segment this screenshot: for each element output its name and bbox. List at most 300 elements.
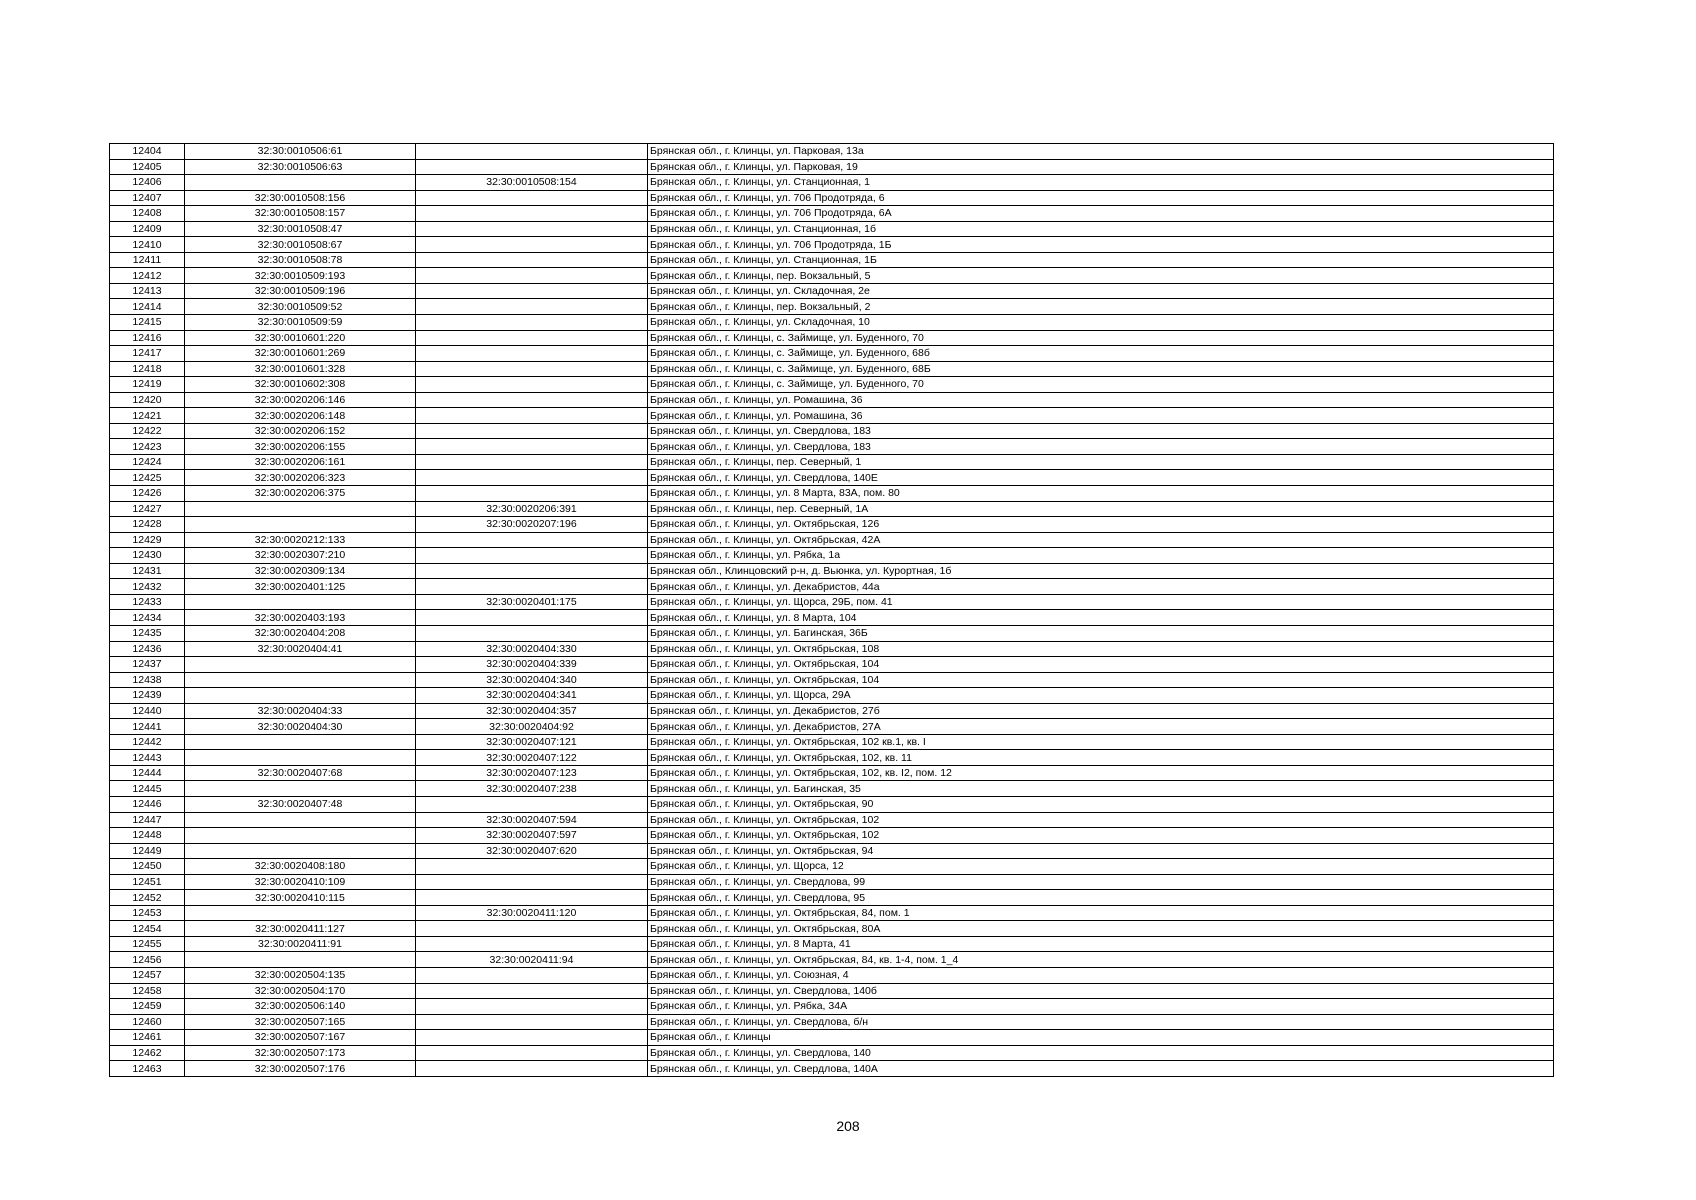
cadastral-number-cell: [185, 812, 416, 828]
table-row: [110, 859, 1554, 875]
cadastral-number-alt-cell: [416, 315, 648, 331]
cadastral-number-cell: 32:30:0010508:78: [185, 252, 416, 268]
address-cell: Брянская обл., г. Клинцы, ул. Станционная, 1б: [648, 221, 1554, 237]
row-number-cell: 12429: [110, 532, 185, 548]
row-number-cell: 12431: [110, 563, 185, 579]
address-cell: Брянская обл., г. Клинцы, ул. Щорса, 12: [648, 859, 1554, 875]
cadastral-number-cell: [185, 517, 416, 533]
table-row: [110, 221, 1554, 237]
address-cell: Брянская обл., г. Клинцы, ул. Свердлова, 140: [648, 1045, 1554, 1061]
table-row: [110, 439, 1554, 455]
cadastral-number-alt-cell: 32:30:0020404:341: [416, 688, 648, 704]
row-number-cell: 12412: [110, 268, 185, 284]
page-number: 208: [836, 1118, 860, 1134]
table-row: [110, 237, 1554, 253]
row-number-cell: 12433: [110, 594, 185, 610]
cadastral-number-cell: 32:30:0020404:208: [185, 625, 416, 641]
table-row: [110, 921, 1554, 937]
table-row: [110, 952, 1554, 968]
row-number-cell: 12443: [110, 750, 185, 766]
cadastral-number-cell: 32:30:0020404:41: [185, 641, 416, 657]
cadastral-number-cell: 32:30:0020307:210: [185, 548, 416, 564]
table-row: [110, 734, 1554, 750]
table-row: [110, 641, 1554, 657]
table-row: [110, 346, 1554, 362]
cadastral-number-cell: 32:30:0020407:68: [185, 765, 416, 781]
row-number-cell: 12404: [110, 144, 185, 160]
row-number-cell: 12460: [110, 1014, 185, 1030]
cadastral-number-alt-cell: [416, 252, 648, 268]
table-row: [110, 936, 1554, 952]
cadastral-number-alt-cell: [416, 936, 648, 952]
address-cell: Брянская обл., г. Клинцы, ул. Октябрьская, 94: [648, 843, 1554, 859]
row-number-cell: 12406: [110, 175, 185, 191]
table-row: [110, 890, 1554, 906]
table-row: [110, 719, 1554, 735]
cadastral-number-cell: 32:30:0010508:157: [185, 206, 416, 222]
address-cell: Брянская обл., г. Клинцы, ул. Парковая, 19: [648, 159, 1554, 175]
row-number-cell: 12451: [110, 874, 185, 890]
row-number-cell: 12423: [110, 439, 185, 455]
row-number-cell: 12432: [110, 579, 185, 595]
cadastral-number-alt-cell: 32:30:0020401:175: [416, 594, 648, 610]
table-row: [110, 501, 1554, 517]
cadastral-number-alt-cell: [416, 859, 648, 875]
table-row: [110, 672, 1554, 688]
row-number-cell: 12457: [110, 967, 185, 983]
address-cell: Брянская обл., г. Клинцы, ул. Ромашина, 36: [648, 408, 1554, 424]
cadastral-number-cell: 32:30:0020206:152: [185, 423, 416, 439]
cadastral-number-alt-cell: [416, 579, 648, 595]
table-row: [110, 796, 1554, 812]
address-cell: Брянская обл., г. Клинцы, ул. 8 Марта, 83А, пом. 80: [648, 486, 1554, 502]
cadastral-number-alt-cell: [416, 999, 648, 1015]
address-cell: Брянская обл., г. Клинцы, ул. Парковая, 13а: [648, 144, 1554, 160]
cadastral-number-cell: 32:30:0020507:173: [185, 1045, 416, 1061]
cadastral-number-cell: 32:30:0020206:155: [185, 439, 416, 455]
cadastral-number-cell: [185, 734, 416, 750]
table-row: [110, 828, 1554, 844]
cadastral-number-cell: 32:30:0020206:148: [185, 408, 416, 424]
row-number-cell: 12408: [110, 206, 185, 222]
cadastral-number-cell: 32:30:0020309:134: [185, 563, 416, 579]
row-number-cell: 12426: [110, 486, 185, 502]
row-number-cell: 12462: [110, 1045, 185, 1061]
cadastral-number-alt-cell: [416, 625, 648, 641]
table-row: [110, 843, 1554, 859]
cadastral-number-alt-cell: [416, 206, 648, 222]
table-row: [110, 159, 1554, 175]
cadastral-number-alt-cell: [416, 874, 648, 890]
cadastral-number-cell: 32:30:0020410:109: [185, 874, 416, 890]
address-cell: Брянская обл., г. Клинцы, ул. 706 Продотряда, 6: [648, 190, 1554, 206]
cadastral-number-cell: 32:30:0020507:165: [185, 1014, 416, 1030]
row-number-cell: 12458: [110, 983, 185, 999]
address-cell: Брянская обл., г. Клинцы, ул. Октябрьская, 104: [648, 672, 1554, 688]
row-number-cell: 12430: [110, 548, 185, 564]
cadastral-number-alt-cell: 32:30:0020411:94: [416, 952, 648, 968]
table-row: [110, 377, 1554, 393]
table-row: [110, 470, 1554, 486]
table-row: [110, 454, 1554, 470]
address-cell: Брянская обл., г. Клинцы, ул. 8 Марта, 41: [648, 936, 1554, 952]
table-row: [110, 1030, 1554, 1046]
row-number-cell: 12413: [110, 283, 185, 299]
address-cell: Брянская обл., г. Клинцы, ул. Октябрьская, 102 кв.1, кв. I: [648, 734, 1554, 750]
address-cell: Брянская обл., г. Клинцы, ул. Октябрьская, 126: [648, 517, 1554, 533]
cadastral-number-alt-cell: [416, 470, 648, 486]
row-number-cell: 12440: [110, 703, 185, 719]
cadastral-number-cell: 32:30:0020411:91: [185, 936, 416, 952]
cadastral-number-alt-cell: 32:30:0020404:339: [416, 657, 648, 673]
row-number-cell: 12450: [110, 859, 185, 875]
cadastral-number-cell: 32:30:0020504:135: [185, 967, 416, 983]
address-cell: Брянская обл., г. Клинцы, ул. Октябрьская, 102, кв. I2, пом. 12: [648, 765, 1554, 781]
table-row: [110, 999, 1554, 1015]
cadastral-number-cell: [185, 843, 416, 859]
row-number-cell: 12454: [110, 921, 185, 937]
cadastral-number-alt-cell: 32:30:0020407:122: [416, 750, 648, 766]
table-row: [110, 657, 1554, 673]
table-row: [110, 750, 1554, 766]
cadastral-number-cell: 32:30:0020212:133: [185, 532, 416, 548]
address-cell: Брянская обл., г. Клинцы, ул. Октябрьская, 80А: [648, 921, 1554, 937]
cadastral-number-alt-cell: 32:30:0020411:120: [416, 905, 648, 921]
table-row: [110, 392, 1554, 408]
table-row: [110, 283, 1554, 299]
cadastral-number-alt-cell: 32:30:0020404:330: [416, 641, 648, 657]
table-row: [110, 268, 1554, 284]
cadastral-number-alt-cell: [416, 1030, 648, 1046]
row-number-cell: 12407: [110, 190, 185, 206]
table-row: [110, 1014, 1554, 1030]
address-cell: Брянская обл., г. Клинцы, ул. Октябрьская, 102: [648, 812, 1554, 828]
cadastral-number-alt-cell: [416, 983, 648, 999]
cadastral-number-cell: [185, 952, 416, 968]
cadastral-number-alt-cell: [416, 144, 648, 160]
address-cell: Брянская обл., г. Клинцы, ул. Октябрьская, 84, кв. 1-4, пом. 1_4: [648, 952, 1554, 968]
row-number-cell: 12437: [110, 657, 185, 673]
address-cell: Брянская обл., г. Клинцы, с. Займище, ул. Буденного, 70: [648, 330, 1554, 346]
table-row: [110, 517, 1554, 533]
address-cell: Брянская обл., г. Клинцы, ул. Декабристов, 44а: [648, 579, 1554, 595]
cadastral-number-alt-cell: [416, 439, 648, 455]
cadastral-number-cell: 32:30:0010508:47: [185, 221, 416, 237]
row-number-cell: 12435: [110, 625, 185, 641]
row-number-cell: 12427: [110, 501, 185, 517]
address-cell: Брянская обл., г. Клинцы, ул. Свердлова, б/н: [648, 1014, 1554, 1030]
cadastral-number-alt-cell: 32:30:0020206:391: [416, 501, 648, 517]
cadastral-number-cell: [185, 501, 416, 517]
cadastral-number-cell: 32:30:0020403:193: [185, 610, 416, 626]
property-table: [109, 143, 1554, 1077]
row-number-cell: 12438: [110, 672, 185, 688]
cadastral-number-cell: 32:30:0010601:220: [185, 330, 416, 346]
cadastral-number-cell: [185, 657, 416, 673]
row-number-cell: 12416: [110, 330, 185, 346]
cadastral-number-cell: [185, 672, 416, 688]
table-row: [110, 983, 1554, 999]
address-cell: Брянская обл., г. Клинцы: [648, 1030, 1554, 1046]
table-row: [110, 175, 1554, 191]
address-cell: Брянская обл., г. Клинцы, пер. Северный, 1: [648, 454, 1554, 470]
cadastral-number-alt-cell: [416, 1045, 648, 1061]
cadastral-number-cell: [185, 905, 416, 921]
cadastral-number-alt-cell: [416, 299, 648, 315]
cadastral-number-cell: 32:30:0010509:193: [185, 268, 416, 284]
cadastral-number-cell: [185, 688, 416, 704]
address-cell: Брянская обл., г. Клинцы, ул. Свердлова, 140А: [648, 1061, 1554, 1077]
cadastral-number-alt-cell: [416, 346, 648, 362]
cadastral-number-alt-cell: [416, 190, 648, 206]
cadastral-number-alt-cell: [416, 1061, 648, 1077]
row-number-cell: 12453: [110, 905, 185, 921]
cadastral-number-cell: 32:30:0020206:161: [185, 454, 416, 470]
cadastral-number-cell: [185, 828, 416, 844]
table-row: [110, 812, 1554, 828]
cadastral-number-alt-cell: 32:30:0020407:620: [416, 843, 648, 859]
address-cell: Брянская обл., г. Клинцы, пер. Вокзальный, 5: [648, 268, 1554, 284]
cadastral-number-cell: 32:30:0010601:269: [185, 346, 416, 362]
cadastral-number-cell: 32:30:0020411:127: [185, 921, 416, 937]
cadastral-number-cell: 32:30:0010509:196: [185, 283, 416, 299]
row-number-cell: 12442: [110, 734, 185, 750]
cadastral-number-alt-cell: 32:30:0010508:154: [416, 175, 648, 191]
cadastral-number-alt-cell: [416, 361, 648, 377]
cadastral-number-alt-cell: [416, 330, 648, 346]
cadastral-number-cell: 32:30:0010508:67: [185, 237, 416, 253]
address-cell: Брянская обл., г. Клинцы, ул. Октябрьская, 108: [648, 641, 1554, 657]
address-cell: Брянская обл., г. Клинцы, ул. 706 Продотряда, 1Б: [648, 237, 1554, 253]
row-number-cell: 12452: [110, 890, 185, 906]
cadastral-number-alt-cell: 32:30:0020404:92: [416, 719, 648, 735]
cadastral-number-cell: 32:30:0010602:308: [185, 377, 416, 393]
cadastral-number-cell: 32:30:0020401:125: [185, 579, 416, 595]
address-cell: Брянская обл., г. Клинцы, с. Займище, ул. Буденного, 68б: [648, 346, 1554, 362]
row-number-cell: 12449: [110, 843, 185, 859]
row-number-cell: 12436: [110, 641, 185, 657]
address-cell: Брянская обл., г. Клинцы, с. Займище, ул. Буденного, 70: [648, 377, 1554, 393]
cadastral-number-alt-cell: 32:30:0020407:123: [416, 765, 648, 781]
table-row: [110, 190, 1554, 206]
table-row: [110, 594, 1554, 610]
row-number-cell: 12463: [110, 1061, 185, 1077]
cadastral-number-alt-cell: 32:30:0020404:357: [416, 703, 648, 719]
address-cell: Брянская обл., г. Клинцы, ул. Свердлова, 140б: [648, 983, 1554, 999]
table-row: [110, 252, 1554, 268]
row-number-cell: 12420: [110, 392, 185, 408]
row-number-cell: 12418: [110, 361, 185, 377]
table-row: [110, 408, 1554, 424]
cadastral-number-alt-cell: [416, 159, 648, 175]
cadastral-number-alt-cell: [416, 921, 648, 937]
cadastral-number-cell: 32:30:0020507:176: [185, 1061, 416, 1077]
table-row: [110, 874, 1554, 890]
cadastral-number-cell: 32:30:0020407:48: [185, 796, 416, 812]
cadastral-number-alt-cell: [416, 221, 648, 237]
address-cell: Брянская обл., Клинцовский р-н, д. Вьюнка, ул. Курортная, 1б: [648, 563, 1554, 579]
cadastral-number-alt-cell: 32:30:0020407:238: [416, 781, 648, 797]
cadastral-number-cell: 32:30:0020206:146: [185, 392, 416, 408]
address-cell: Брянская обл., г. Клинцы, ул. Багинская, 36Б: [648, 625, 1554, 641]
cadastral-number-cell: 32:30:0020507:167: [185, 1030, 416, 1046]
cadastral-number-cell: 32:30:0020506:140: [185, 999, 416, 1015]
table-row: [110, 144, 1554, 160]
address-cell: Брянская обл., г. Клинцы, ул. Свердлова, 95: [648, 890, 1554, 906]
cadastral-number-cell: 32:30:0020206:323: [185, 470, 416, 486]
row-number-cell: 12410: [110, 237, 185, 253]
cadastral-number-cell: [185, 594, 416, 610]
cadastral-number-cell: 32:30:0020206:375: [185, 486, 416, 502]
cadastral-number-alt-cell: 32:30:0020404:340: [416, 672, 648, 688]
address-cell: Брянская обл., г. Клинцы, ул. Декабристов, 27б: [648, 703, 1554, 719]
address-cell: Брянская обл., г. Клинцы, ул. 706 Продотряда, 6А: [648, 206, 1554, 222]
row-number-cell: 12414: [110, 299, 185, 315]
cadastral-number-alt-cell: [416, 486, 648, 502]
table-row: [110, 423, 1554, 439]
table-row: [110, 330, 1554, 346]
address-cell: Брянская обл., г. Клинцы, ул. Станционная, 1Б: [648, 252, 1554, 268]
table-row: [110, 781, 1554, 797]
address-cell: Брянская обл., г. Клинцы, ул. Щорса, 29Б, пом. 41: [648, 594, 1554, 610]
cadastral-number-alt-cell: [416, 392, 648, 408]
table-row: [110, 625, 1554, 641]
cadastral-number-cell: 32:30:0010509:59: [185, 315, 416, 331]
cadastral-number-alt-cell: [416, 377, 648, 393]
address-cell: Брянская обл., г. Клинцы, ул. Багинская, 35: [648, 781, 1554, 797]
cadastral-number-alt-cell: [416, 268, 648, 284]
address-cell: Брянская обл., г. Клинцы, ул. Свердлова, 183: [648, 423, 1554, 439]
address-cell: Брянская обл., г. Клинцы, ул. Октябрьская, 84, пом. 1: [648, 905, 1554, 921]
table-row: [110, 579, 1554, 595]
cadastral-number-cell: 32:30:0010508:156: [185, 190, 416, 206]
table-row: [110, 315, 1554, 331]
row-number-cell: 12409: [110, 221, 185, 237]
row-number-cell: 12461: [110, 1030, 185, 1046]
cadastral-number-alt-cell: 32:30:0020407:597: [416, 828, 648, 844]
cadastral-number-alt-cell: [416, 890, 648, 906]
table-body: [110, 144, 1554, 1077]
row-number-cell: 12421: [110, 408, 185, 424]
cadastral-number-alt-cell: [416, 454, 648, 470]
table-row: [110, 486, 1554, 502]
row-number-cell: 12425: [110, 470, 185, 486]
address-cell: Брянская обл., г. Клинцы, ул. Рябка, 1а: [648, 548, 1554, 564]
cadastral-number-alt-cell: [416, 237, 648, 253]
cadastral-number-alt-cell: 32:30:0020407:121: [416, 734, 648, 750]
row-number-cell: 12417: [110, 346, 185, 362]
address-cell: Брянская обл., г. Клинцы, ул. Октябрьская, 104: [648, 657, 1554, 673]
table-row: [110, 905, 1554, 921]
address-cell: Брянская обл., г. Клинцы, ул. Октябрьская, 42А: [648, 532, 1554, 548]
table-row: [110, 563, 1554, 579]
address-cell: Брянская обл., г. Клинцы, ул. Октябрьская, 102, кв. 11: [648, 750, 1554, 766]
address-cell: Брянская обл., г. Клинцы, ул. Щорса, 29А: [648, 688, 1554, 704]
table-row: [110, 1045, 1554, 1061]
cadastral-number-alt-cell: [416, 548, 648, 564]
row-number-cell: 12405: [110, 159, 185, 175]
address-cell: Брянская обл., г. Клинцы, ул. Свердлова, 183: [648, 439, 1554, 455]
row-number-cell: 12444: [110, 765, 185, 781]
table-row: [110, 361, 1554, 377]
address-cell: Брянская обл., г. Клинцы, ул. Рябка, 34А: [648, 999, 1554, 1015]
row-number-cell: 12422: [110, 423, 185, 439]
row-number-cell: 12434: [110, 610, 185, 626]
row-number-cell: 12455: [110, 936, 185, 952]
row-number-cell: 12446: [110, 796, 185, 812]
cadastral-number-alt-cell: [416, 563, 648, 579]
row-number-cell: 12447: [110, 812, 185, 828]
address-cell: Брянская обл., г. Клинцы, с. Займище, ул. Буденного, 68Б: [648, 361, 1554, 377]
cadastral-number-alt-cell: [416, 532, 648, 548]
cadastral-number-alt-cell: 32:30:0020207:196: [416, 517, 648, 533]
address-cell: Брянская обл., г. Клинцы, ул. Октябрьская, 102: [648, 828, 1554, 844]
table-row: [110, 703, 1554, 719]
cadastral-number-cell: 32:30:0020504:170: [185, 983, 416, 999]
address-cell: Брянская обл., г. Клинцы, ул. Ромашина, 36: [648, 392, 1554, 408]
table-row: [110, 532, 1554, 548]
cadastral-number-cell: 32:30:0020404:33: [185, 703, 416, 719]
cadastral-number-cell: 32:30:0010509:52: [185, 299, 416, 315]
row-number-cell: 12415: [110, 315, 185, 331]
table-row: [110, 967, 1554, 983]
address-cell: Брянская обл., г. Клинцы, пер. Вокзальный, 2: [648, 299, 1554, 315]
row-number-cell: 12411: [110, 252, 185, 268]
cadastral-number-alt-cell: 32:30:0020407:594: [416, 812, 648, 828]
table-row: [110, 688, 1554, 704]
address-cell: Брянская обл., г. Клинцы, ул. Станционная, 1: [648, 175, 1554, 191]
row-number-cell: 12448: [110, 828, 185, 844]
row-number-cell: 12456: [110, 952, 185, 968]
row-number-cell: 12459: [110, 999, 185, 1015]
cadastral-number-alt-cell: [416, 283, 648, 299]
cadastral-number-cell: 32:30:0020404:30: [185, 719, 416, 735]
row-number-cell: 12441: [110, 719, 185, 735]
address-cell: Брянская обл., г. Клинцы, ул. Октябрьская, 90: [648, 796, 1554, 812]
cadastral-number-cell: [185, 750, 416, 766]
table-row: [110, 1061, 1554, 1077]
address-cell: Брянская обл., г. Клинцы, ул. Союзная, 4: [648, 967, 1554, 983]
row-number-cell: 12445: [110, 781, 185, 797]
address-cell: Брянская обл., г. Клинцы, ул. Складочная, 2е: [648, 283, 1554, 299]
row-number-cell: 12439: [110, 688, 185, 704]
cadastral-number-alt-cell: [416, 423, 648, 439]
address-cell: Брянская обл., г. Клинцы, ул. Свердлова, 140Е: [648, 470, 1554, 486]
table-row: [110, 548, 1554, 564]
address-cell: Брянская обл., г. Клинцы, ул. 8 Марта, 104: [648, 610, 1554, 626]
cadastral-number-alt-cell: [416, 796, 648, 812]
cadastral-number-cell: 32:30:0020408:180: [185, 859, 416, 875]
cadastral-number-cell: 32:30:0010506:63: [185, 159, 416, 175]
table-row: [110, 299, 1554, 315]
cadastral-number-cell: [185, 175, 416, 191]
table-row: [110, 765, 1554, 781]
row-number-cell: 12428: [110, 517, 185, 533]
cadastral-number-alt-cell: [416, 967, 648, 983]
cadastral-number-cell: [185, 781, 416, 797]
cadastral-number-alt-cell: [416, 610, 648, 626]
cadastral-number-cell: 32:30:0010506:61: [185, 144, 416, 160]
cadastral-number-alt-cell: [416, 1014, 648, 1030]
address-cell: Брянская обл., г. Клинцы, пер. Северный, 1А: [648, 501, 1554, 517]
table-row: [110, 610, 1554, 626]
address-cell: Брянская обл., г. Клинцы, ул. Складочная, 10: [648, 315, 1554, 331]
cadastral-number-cell: 32:30:0010601:328: [185, 361, 416, 377]
row-number-cell: 12424: [110, 454, 185, 470]
row-number-cell: 12419: [110, 377, 185, 393]
address-cell: Брянская обл., г. Клинцы, ул. Декабристов, 27А: [648, 719, 1554, 735]
address-cell: Брянская обл., г. Клинцы, ул. Свердлова, 99: [648, 874, 1554, 890]
